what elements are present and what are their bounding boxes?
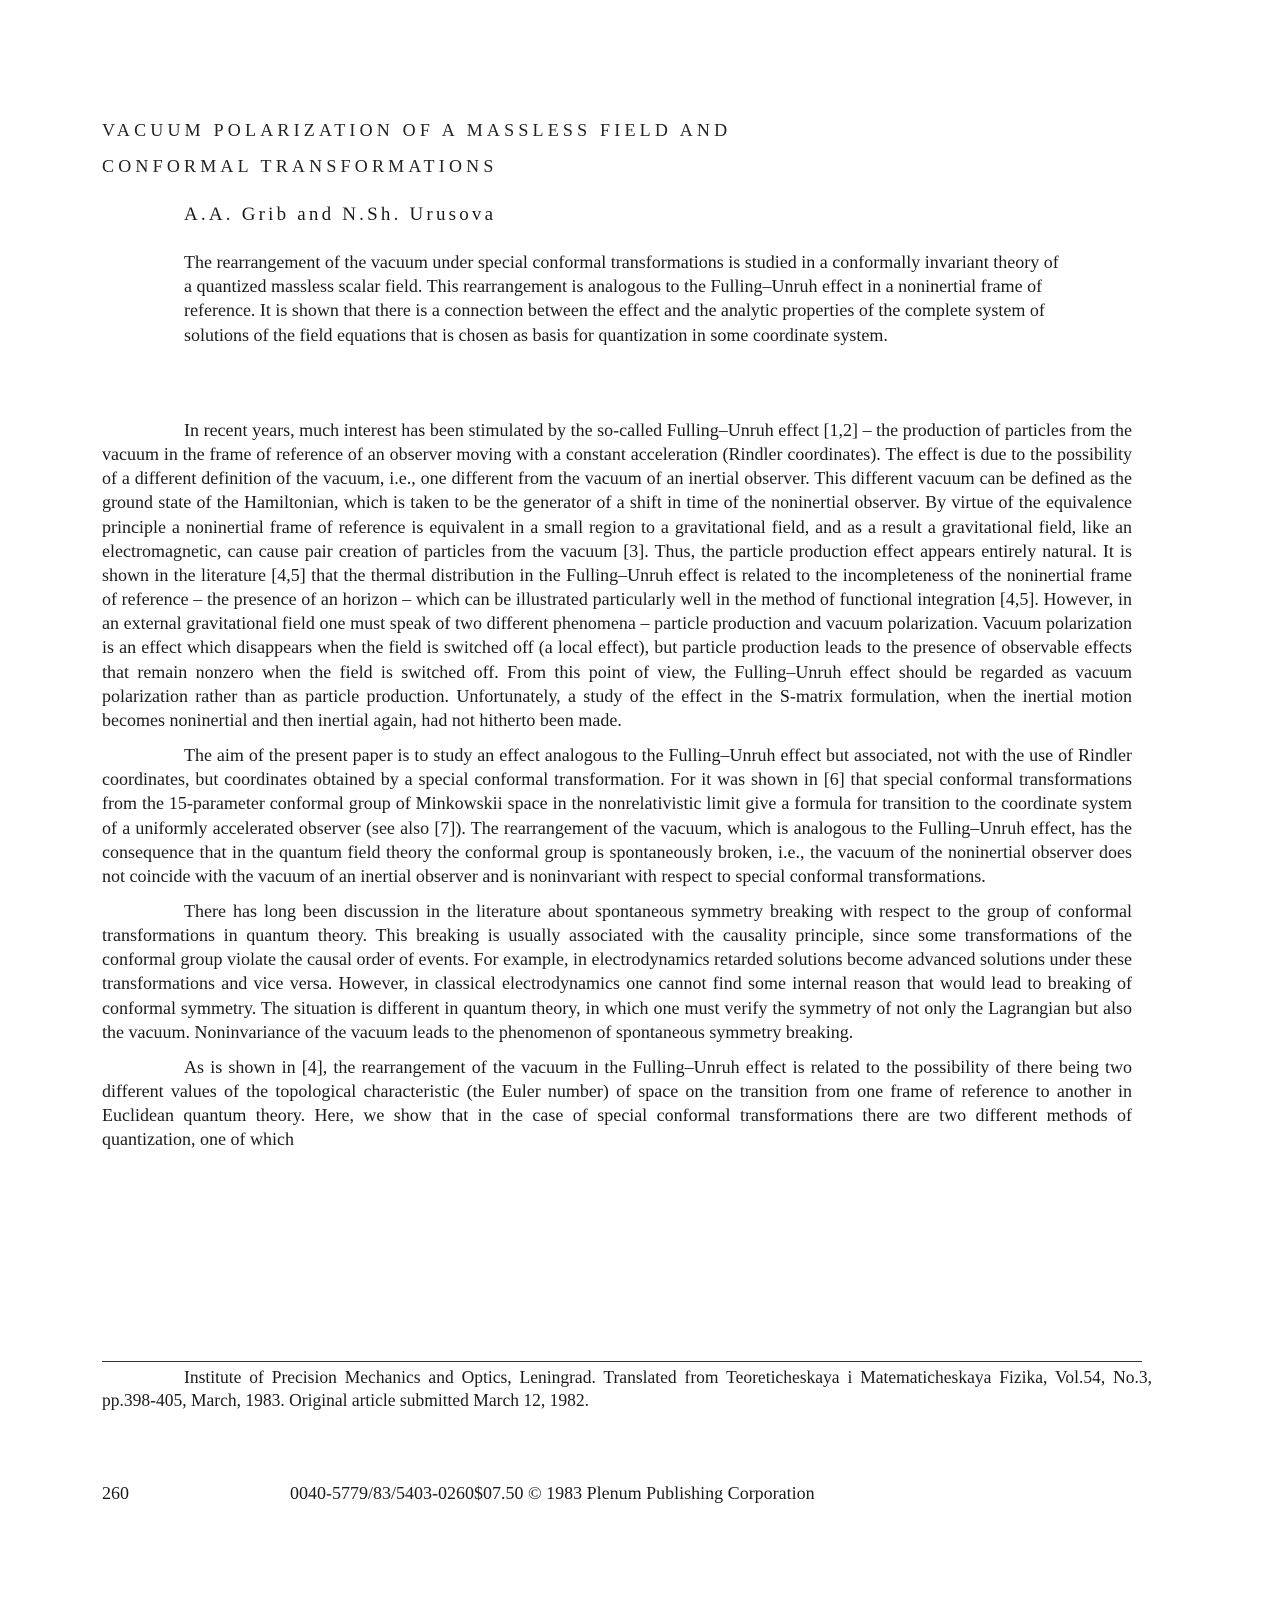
body-text bbox=[102, 418, 1132, 1163]
body-paragraph-3: There has long been discussion in the literature about spontaneous symmetry breaking with respect to the group of conformal transformations in quantum theory. This breaking is usually associated with the causality principle, since some transformations of the conformal group violate the causal order of events. For example, in electrodynamics retarded solutions become advanced solutions under these transformations and vice versa. However, in classical electrodynamics one cannot find some internal reason that would lead to breaking of conformal symmetry. The situation is different in quantum theory, in which one must verify the symmetry of not only the Lagrangian but also the vacuum. Noninvariance of the vacuum leads to the phenomenon of spontaneous symmetry breaking. bbox=[102, 900, 1132, 1042]
copyright-line: 0040-5779/83/5403-0260$07.50 © 1983 Plenum Publishing Corporation bbox=[290, 1483, 815, 1503]
footnote-divider bbox=[102, 1361, 1142, 1362]
authors: A.A. Grib and N.Sh. Urusova bbox=[184, 204, 497, 225]
paper-title-line-1: VACUUM POLARIZATION OF A MASSLESS FIELD AND bbox=[102, 120, 732, 140]
paper-title-line-2: CONFORMAL TRANSFORMATIONS bbox=[102, 156, 498, 176]
page-number: 260 bbox=[102, 1483, 129, 1503]
footnote bbox=[102, 1366, 1152, 1412]
body-paragraph-2: The aim of the present paper is to study an effect analogous to the Fulling–Unruh effect but associated, not with the use of Rindler coordinates, but coordinates obtained by a special conformal transformation. For it was shown in [6] that special conformal transformations from the 15-parameter conformal group of Minkowskii space in the nonrelativistic limit give a formula for transition to the coordinate system of a uniformly accelerated observer (see also [7]). The rearrangement of the vacuum, which is analogous to the Fulling–Unruh effect, has the consequence that in the quantum field theory the conformal group is spontaneously broken, i.e., the vacuum of the noninertial observer does not coincide with the vacuum of an inertial observer and is noninvariant with respect to special conformal transformations. bbox=[102, 745, 1132, 886]
abstract: The rearrangement of the vacuum under special conformal transformations is studied in a conformally invariant theory of a quantized massless scalar field. This rearrangement is analogous to the Fulling–Unruh effect in a noninertial frame of reference. It is shown that there is a connection between the effect and the analytic properties of the complete system of solutions of the field equations that is chosen as basis for quantization in some coordinate system. bbox=[184, 252, 1059, 345]
body-paragraph-4: As is shown in [4], the rearrangement of the vacuum in the Fulling–Unruh effect is related to the possibility of there being two different values of the topological characteristic (the Euler number) of space on the transition from one frame of reference to another in Euclidean quantum theory. Here, we show that in the case of special conformal transformations there are two different methods of quantization, one of which bbox=[102, 1056, 1132, 1150]
body-paragraph-1: In recent years, much interest has been stimulated by the so-called Fulling–Unruh effect [1,2] – the production of particles from the vacuum in the frame of reference of an observer moving with a constant acceleration (Rindler coordinates). The effect is due to the possibility of a different definition of the vacuum, i.e., one different from the vacuum of an inertial observer. This different vacuum can be defined as the ground state of the Hamiltonian, which is taken to be the generator of a shift in time of the noninertial observer. By virtue of the equivalence principle a noninertial frame of reference is equivalent in a small region to a gravitational field, and as a result a gravitational field, like an electromagnetic, can cause pair creation of particles from the vacuum [3]. Thus, the particle production effect appears entirely natural. It is shown in the literature [4,5] that the thermal distribution in the Fulling–Unruh effect is related to the incompleteness of the noninertial frame of reference – the presence of an horizon – which can be illustrated particularly well in the method of functional integration [4,5]. However, in an external gravitational field one must speak of two different phenomena – particle production and vacuum polarization. Vacuum polarization is an effect which disappears when the field is switched off (a local effect), but particle production leads to the presence of observable effects that remain nonzero when the field is switched off. From this point of view, the Fulling–Unruh effect should be regarded as vacuum polarization rather than as particle production. Unfortunately, a study of the effect in the S-matrix formulation, when the inertial motion becomes noninertial and then inertial again, had not hitherto been made. bbox=[102, 420, 1132, 730]
footnote-text: Institute of Precision Mechanics and Optics, Leningrad. Translated from Teoreticheskaya i Matematicheskaya Fizika, Vol.54, No.3, pp.398-405, March, 1983. Original article submitted March 12, 1982. bbox=[102, 1367, 1152, 1410]
